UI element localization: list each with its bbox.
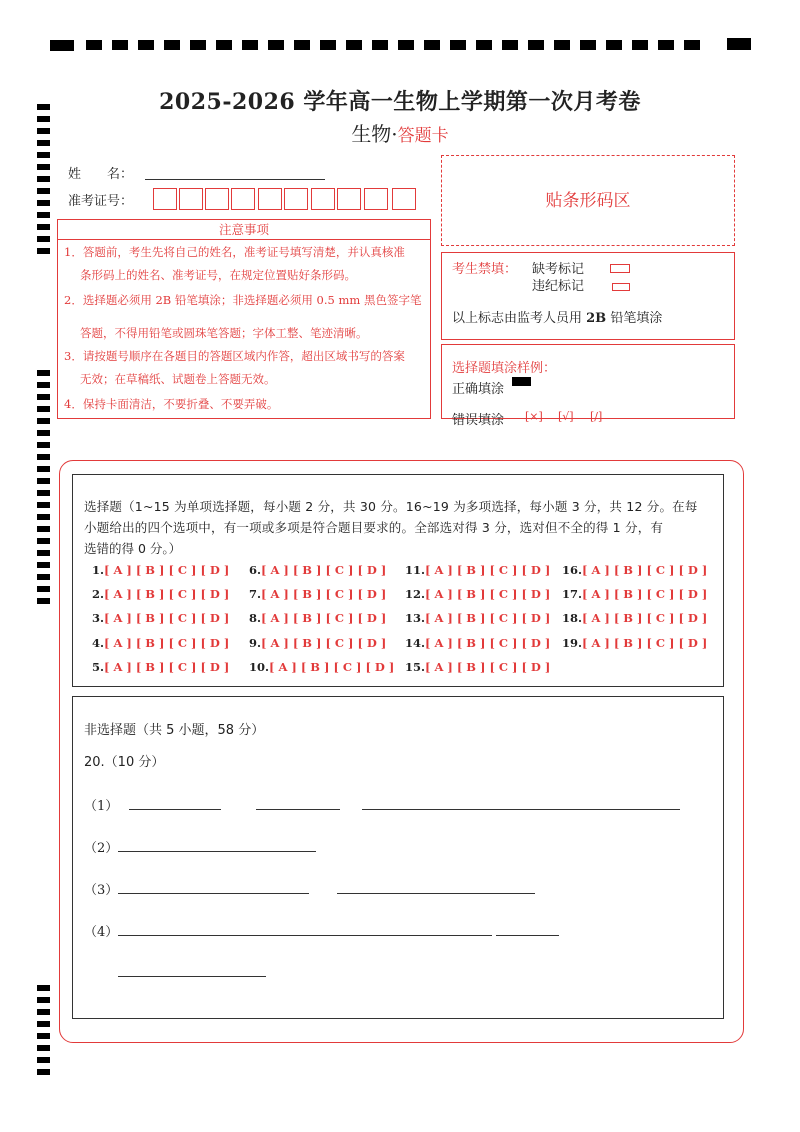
answer-line[interactable] [256,809,340,810]
question-row[interactable]: 18.[ A ] [ B ] [ C ] [ D ] [562,611,708,625]
mc-instruction-1: 选择题（1~15 为单项选择题，每小题 2 分，共 30 分。16~19 为多项选择，每小题 3 分，共 12 分。在每 [84,499,698,514]
answer-line[interactable] [118,893,309,894]
question-row[interactable]: 2.[ A ] [ B ] [ C ] [ D ] [92,587,230,601]
part-4-label: （4） [84,925,119,940]
answer-line[interactable] [118,976,266,977]
question-row[interactable]: 10.[ A ] [ B ] [ C ] [ D ] [249,660,395,674]
forbidden-note: 以上标志由监考人员用 2B 铅笔填涂 [452,311,663,326]
note-3b: 无效；在草稿纸、试题卷上答题无效。 [80,372,276,386]
note-2b: 答题，不得用铅笔或圆珠笔答题；字体工整、笔迹清晰。 [80,326,368,340]
answer-line[interactable] [129,809,221,810]
part-3-label: （3） [84,883,119,898]
question-row[interactable]: 11.[ A ] [ B ] [ C ] [ D ] [405,563,551,577]
part-1-label: （1） [84,799,119,814]
absent-mark-box[interactable] [610,264,630,273]
question-row[interactable]: 3.[ A ] [ B ] [ C ] [ D ] [92,611,230,625]
sample-wrong-label: 错误填涂 [452,413,505,428]
sample-correct-label: 正确填涂 [452,382,505,397]
question-row[interactable]: 15.[ A ] [ B ] [ C ] [ D ] [405,660,551,674]
answer-line[interactable] [118,935,492,936]
free-response-box [72,696,724,1019]
wrong-mark-cross: [×] [525,410,543,423]
exam-id-label: 准考证号： [68,194,134,209]
answer-line[interactable] [337,893,535,894]
note-1: 1．答题前，考生先将自己的姓名，准考证号填写清楚，并认真核准 [64,245,405,259]
question-row[interactable]: 12.[ A ] [ B ] [ C ] [ D ] [405,587,551,601]
violation-mark-label: 违纪标记 [532,279,585,294]
name-label: 姓 名： [68,167,134,182]
page-title: 2025-2026 学年高一生物上学期第一次月考卷 [159,89,641,115]
question-row[interactable]: 19.[ A ] [ B ] [ C ] [ D ] [562,636,708,650]
page-subtitle [0,118,800,147]
note-1b: 条形码上的姓名、准考证号，在规定位置贴好条形码。 [80,268,356,282]
absent-mark-label: 缺考标记 [532,262,585,277]
question-20-label: 20.（10 分） [84,755,165,770]
question-row[interactable]: 16.[ A ] [ B ] [ C ] [ D ] [562,563,708,577]
question-row[interactable]: 17.[ A ] [ B ] [ C ] [ D ] [562,587,708,601]
question-row[interactable]: 6.[ A ] [ B ] [ C ] [ D ] [249,563,387,577]
wrong-mark-check: [√] [558,410,574,423]
answer-card-label: 答题卡 [397,126,449,146]
question-row[interactable]: 7.[ A ] [ B ] [ C ] [ D ] [249,587,387,601]
question-row[interactable]: 4.[ A ] [ B ] [ C ] [ D ] [92,636,230,650]
question-row[interactable]: 8.[ A ] [ B ] [ C ] [ D ] [249,611,387,625]
question-row[interactable]: 9.[ A ] [ B ] [ C ] [ D ] [249,636,387,650]
mc-instruction-2: 小题给出的四个选项中，有一项或多项是符合题目要求的。全部选对得 3 分，选对但不全的得 1 分，有 [84,520,664,535]
part-2-label: （2） [84,841,119,856]
note-3: 3．请按题号顺序在各题目的答题区域内作答，超出区域书写的答案 [64,349,405,363]
note-4: 4．保持卡面清洁，不要折叠、不要弄破。 [64,397,279,411]
violation-mark-box[interactable] [612,283,630,291]
filled-bubble-icon [512,377,531,386]
answer-line[interactable] [118,851,316,852]
question-row[interactable]: 14.[ A ] [ B ] [ C ] [ D ] [405,636,551,650]
answer-line[interactable] [496,935,559,936]
barcode-area [441,155,735,246]
answer-line[interactable] [362,809,680,810]
note-2: 2．选择题必须用 2B 铅笔填涂；非选择题必须用 0.5 mm 黑色签字笔 [64,293,422,307]
wrong-mark-slash: [/] [590,410,603,423]
forbidden-label: 考生禁填： [452,262,518,277]
question-row[interactable]: 1.[ A ] [ B ] [ C ] [ D ] [92,563,230,577]
sample-title: 选择题填涂样例： [452,361,557,376]
mc-instruction-3: 选错的得 0 分。） [84,541,182,556]
question-row[interactable]: 5.[ A ] [ B ] [ C ] [ D ] [92,660,230,674]
subject-label: 生物· [351,122,398,146]
notes-title: 注意事项 [58,220,430,240]
question-row[interactable]: 13.[ A ] [ B ] [ C ] [ D ] [405,611,551,625]
barcode-label: 贴条形码区 [545,191,631,211]
name-field[interactable] [145,179,325,180]
free-response-title: 非选择题（共 5 小题，58 分） [84,723,265,738]
